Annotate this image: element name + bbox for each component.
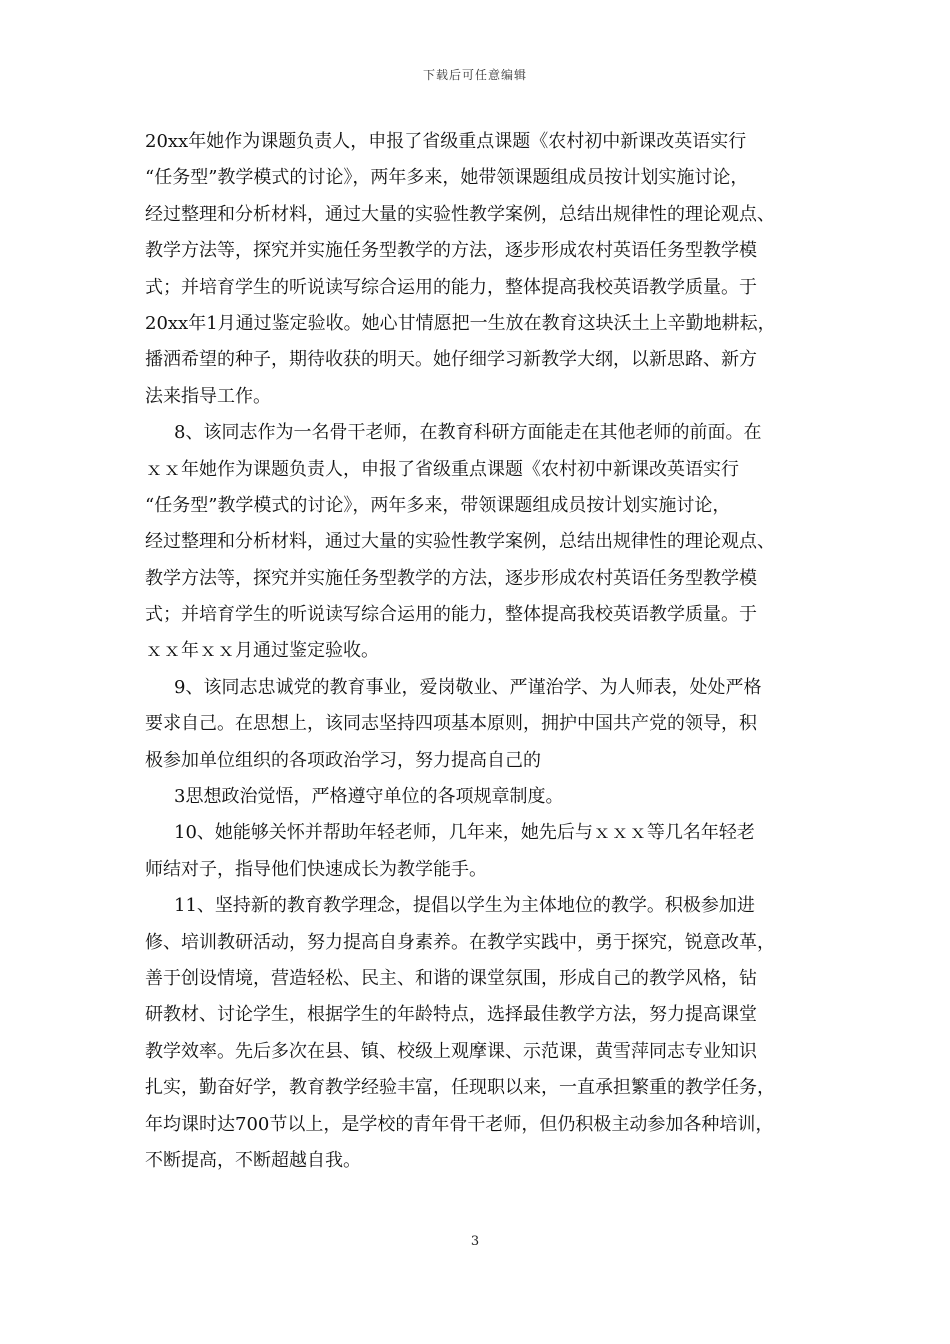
text-line: 年均课时达700节以上，是学校的青年骨干老师，但仍积极主动参加各种培训，: [145, 1113, 774, 1135]
text-line: 极参加单位组织的各项政治学习，努力提高自己的: [145, 749, 541, 771]
document-body: [145, 124, 815, 1179]
text-line: 经过整理和分析材料，通过大量的实验性教学案例，总结出规律性的理论观点、: [145, 203, 775, 225]
text-line: 播洒希望的种子，期待收获的明天。她仔细学习新教学大纲，以新思路、新方: [145, 349, 757, 371]
text-line: 扎实，勤奋好学，教育教学经验丰富，任现职以来，一直承担繁重的教学任务，: [145, 1077, 775, 1099]
text-line: “任务型”教学模式的讨论》，两年多来，她带领课题组成员按计划实施讨论，: [145, 167, 749, 189]
paragraph-11-first-line: 11、坚持新的教育教学理念，提倡以学生为主体地位的教学。积极参加进: [174, 895, 755, 917]
text-line: ｘｘ年她作为课题负责人，申报了省级重点课题《农村初中新课改英语实行: [145, 458, 739, 480]
text-line: 式；并培育学生的听说读写综合运用的能力，整体提高我校英语教学质量。于: [145, 604, 757, 626]
text-line: 法来指导工作。: [145, 385, 271, 407]
text-line: 教学方法等，探究并实施任务型教学的方法，逐步形成农村英语任务型教学模: [145, 567, 757, 589]
page-number: 3: [470, 1234, 480, 1249]
text-line: 修、培训教研活动，努力提高自身素养。在教学实践中，勇于探究，锐意改革，: [145, 931, 775, 953]
text-line: “任务型”教学模式的讨论》，两年多来，带领课题组成员按计划实施讨论，: [145, 494, 731, 516]
text-line: 研教材、讨论学生，根据学生的年龄特点，选择最佳教学方法，努力提高课堂: [145, 1004, 757, 1026]
text-line: 20xx年她作为课题负责人，申报了省级重点课题《农村初中新课改英语实行: [145, 131, 747, 152]
paragraph-8-first-line: 8、该同志作为一名骨干老师，在教育科研方面能走在其他老师的前面。在: [174, 422, 762, 444]
page-header: 下载后可任意编辑: [422, 68, 527, 82]
text-line: 3思想政治觉悟，严格遵守单位的各项规章制度。: [174, 786, 564, 808]
text-line: 教学效率。先后多次在县、镇、校级上观摩课、示范课，黄雪萍同志专业知识: [145, 1040, 757, 1062]
text-line: 教学方法等，探究并实施任务型教学的方法，逐步形成农村英语任务型教学模: [145, 240, 757, 262]
paragraph-10-first-line: 10、她能够关怀并帮助年轻老师，几年来，她先后与ｘｘｘ等几名年轻老: [174, 822, 755, 844]
text-line: 善于创设情境，营造轻松、民主、和谐的课堂氛围，形成自己的教学风格，钻: [145, 967, 757, 989]
paragraph-9-first-line: 9、该同志忠诚党的教育事业，爱岗敬业、严谨治学、为人师表，处处严格: [174, 676, 762, 698]
text-line: 师结对子，指导他们快速成长为教学能手。: [145, 858, 487, 880]
text-line: 20xx年1月通过鉴定验收。她心甘情愿把一生放在教育这块沃土上辛勤地耕耘，: [145, 312, 776, 334]
text-line: 不断提高，不断超越自我。: [145, 1149, 361, 1171]
text-line: 式；并培育学生的听说读写综合运用的能力，整体提高我校英语教学质量。于: [145, 276, 757, 298]
text-line: ｘｘ年ｘｘ月通过鉴定验收。: [145, 640, 379, 662]
text-line: 要求自己。在思想上，该同志坚持四项基本原则，拥护中国共产党的领导，积: [145, 713, 757, 735]
text-line: 经过整理和分析材料，通过大量的实验性教学案例，总结出规律性的理论观点、: [145, 531, 775, 553]
